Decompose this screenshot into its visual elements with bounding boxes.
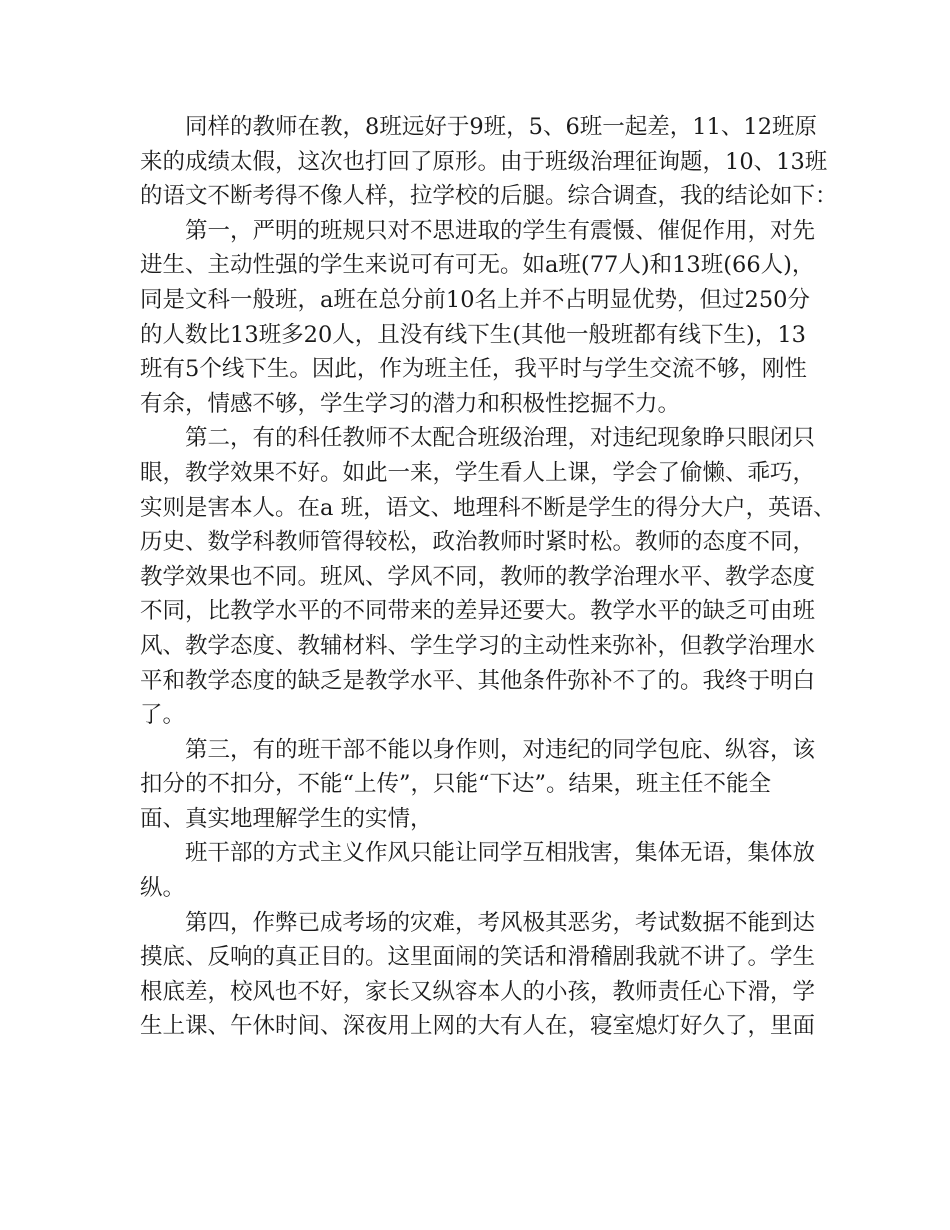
text-line: 有余，情感不够，学生学习的潜力和积极性挖掘不力。	[140, 390, 681, 417]
text-line: 风、教学态度、教辅材料、学生学习的主动性来弥补，但教学治理水	[140, 632, 816, 659]
text-line: 第一，严明的班规只对不思进取的学生有震慑、催促作用，对先	[185, 217, 816, 244]
text-line: 同是文科一般班，a班在总分前10名上并不占明显优势，但过250分	[140, 286, 810, 313]
text-line: 同样的教师在教，8班远好于9班，5、6班一起差，11、12班原	[185, 114, 818, 140]
text-line: 第四，作弊已成考场的灾难，考风极其恶劣，考试数据不能到达	[185, 909, 816, 936]
text-line: 的语文不断考得不像人样，拉学校的后腿。综合调查，我的结论如下：	[140, 183, 838, 210]
document-body	[140, 110, 838, 1044]
text-line: 班有5个线下生。因此，作为班主任，我平时与学生交流不够，刚性	[140, 356, 807, 383]
text-line: 摸底、反响的真正目的。这里面闹的笑话和滑稽剧我就不讲了。学生	[140, 944, 816, 971]
text-line: 平和教学态度的缺乏是教学水平、其他条件弥补不了的。我终于明白	[140, 667, 816, 694]
text-line: 实则是害本人。在a 班，语文、地理科不断是学生的得分大户，英语、	[140, 494, 836, 521]
text-line: 班干部的方式主义作风只能让同学互相戕害，集体无语，集体放	[185, 840, 816, 867]
text-line: 第二，有的科任教师不太配合班级治理，对违纪现象睁只眼闭只	[185, 425, 816, 452]
text-line: 根底差，校风也不好，家长又纵容本人的小孩，教师责任心下滑，学	[140, 978, 816, 1005]
text-line: 的人数比13班多20人，且没有线下生(其他一般班都有线下生)，13	[140, 321, 806, 348]
text-line: 生上课、午休时间、深夜用上网的大有人在，寝室熄灯好久了，里面	[140, 1013, 816, 1040]
text-line: 进生、主动性强的学生来说可有可无。如a班(77人)和13班(66人)，	[140, 252, 815, 279]
text-line: 历史、数学科教师管得较松，政治教师时紧时松。教师的态度不同，	[140, 529, 816, 556]
text-line: 面、真实地理解学生的实情，	[140, 805, 433, 832]
text-line: 眼，教学效果不好。如此一来，学生看人上课，学会了偷懒、乖巧，	[140, 459, 816, 486]
text-line: 了。	[140, 702, 186, 729]
text-line: 来的成绩太假，这次也打回了原形。由于班级治理征询题，10、13班	[140, 148, 828, 175]
text-line: 教学效果也不同。班风、学风不同，教师的教学治理水平、教学态度	[140, 563, 816, 590]
text-line: 扣分的不扣分，不能“上传”，只能“下达”。结果，班主任不能全	[140, 771, 772, 798]
text-line: 第三，有的班干部不能以身作则，对违纪的同学包庇、纵容，该	[185, 736, 816, 763]
text-line: 不同，比教学水平的不同带来的差异还要大。教学水平的缺乏可由班	[140, 598, 816, 625]
text-line: 纵。	[140, 875, 186, 902]
